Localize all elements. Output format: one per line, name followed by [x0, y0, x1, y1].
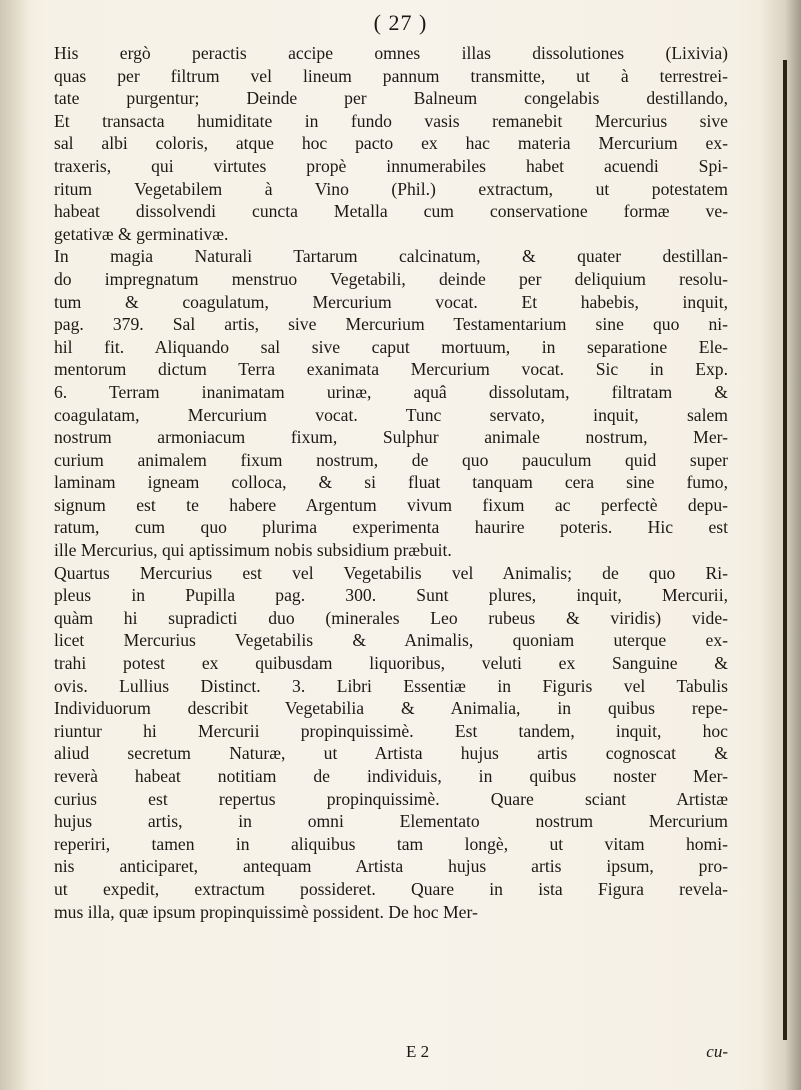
text-line: signum est te habere Argentum vivum fixum ac perfectè depu-	[54, 494, 728, 515]
text-line: nis anticiparet, antequam Artista hujus artis ipsum, pro-	[54, 856, 728, 877]
text-line: coagulatam, Mercurium vocat. Tunc servato, inquit, salem	[54, 404, 728, 425]
page-edge-line	[783, 60, 787, 1040]
text-line: hujus artis, in omni Elementato nostrum Mercurium	[54, 811, 728, 832]
text-line: trahi potest ex quibusdam liquoribus, veluti ex Sanguine &	[54, 653, 728, 674]
text-line: tum & coagulatum, Mercurium vocat. Et habebis, inquit,	[54, 291, 728, 312]
text-line: ille Mercurius, qui aptissimum nobis subsidium præbuit.	[54, 540, 452, 561]
text-line: laminam igneam colloca, & si fluat tanquam cera sine fumo,	[54, 472, 728, 493]
text-line: hil fit. Aliquando sal sive caput mortuum, in separatione Ele-	[54, 336, 728, 357]
text-line: pleus in Pupilla pag. 300. Sunt plures, inquit, Mercurii,	[54, 585, 728, 606]
text-line: ovis. Lullius Distinct. 3. Libri Essentiæ in Figuris vel Tabulis	[54, 675, 728, 696]
gutter-shadow	[0, 0, 30, 1090]
text-line: ritum Vegetabilem à Vino (Phil.) extractum, ut potestatem	[54, 178, 728, 199]
page-footer	[54, 1042, 728, 1066]
text-line: ut expedit, extractum possideret. Quare in ista Figura revela-	[54, 878, 728, 899]
text-line: do impregnatum menstruo Vegetabili, deinde per deliquium resolu-	[54, 268, 728, 289]
text-line: In magia Naturali Tartarum calcinatum, & quater destillan-	[54, 246, 728, 267]
text-line: curius est repertus propinquissimè. Quare sciant Artistæ	[54, 788, 728, 809]
text-line: Et transacta humiditate in fundo vasis remanebit Mercurius sive	[54, 110, 728, 131]
text-line: reverà habeat notitiam de individuis, in quibus noster Mer-	[54, 766, 728, 786]
text-line: quas per filtrum vel lineum pannum transmitte, ut à terrestrei-	[54, 65, 728, 86]
text-line: nostrum armoniacum fixum, Sulphur animale nostrum, Mer-	[54, 427, 728, 448]
text-line: 6. Terram inanimatam urinæ, aquâ dissolutam, filtratam &	[54, 381, 728, 402]
text-line: quàm hi supradicti duo (minerales Leo rubeus & viridis) vide-	[54, 607, 728, 628]
text-line: pag. 379. Sal artis, sive Mercurium Testamentarium sine quo ni-	[54, 314, 728, 335]
text-line: mentorum dictum Terra exanimata Mercurium vocat. Sic in Exp.	[54, 359, 728, 380]
text-line: licet Mercurius Vegetabilis & Animalis, quoniam uterque ex-	[54, 630, 728, 651]
text-line: reperiri, tamen in aliquibus tam longè, ut vitam homi-	[54, 833, 728, 854]
text-line: Quartus Mercurius est vel Vegetabilis vel Animalis; de quo Ri-	[54, 562, 728, 583]
page-edge-shadow	[761, 0, 801, 1090]
text-line: ratum, cum quo plurima experimenta haurire poteris. Hic est	[54, 517, 728, 538]
text-line: His ergò peractis accipe omnes illas dissolutiones (Lixivia)	[54, 43, 728, 63]
text-line: aliud secretum Naturæ, ut Artista hujus artis cognoscat &	[54, 743, 728, 764]
text-line: habeat dissolvendi cuncta Metalla cum conservatione formæ ve-	[54, 201, 728, 222]
text-line: mus illa, quæ ipsum propinquissimè possident. De hoc Mer-	[54, 901, 478, 922]
text-line: traxeris, qui virtutes propè innumerabiles habet acuendi Spi-	[54, 155, 728, 176]
signature-mark: E 2	[406, 1042, 430, 1061]
body-text	[54, 42, 728, 923]
text-line: curium animalem fixum nostrum, de quo pauculum quid super	[54, 449, 728, 470]
text-line: tate purgentur; Deinde per Balneum congelabis destillando,	[54, 88, 728, 109]
text-line: getativæ & germinativæ.	[54, 223, 229, 244]
page-number: ( 27 )	[373, 10, 428, 35]
text-line: Individuorum describit Vegetabilia & Animalia, in quibus repe-	[54, 698, 728, 719]
text-line: riuntur hi Mercurii propinquissimè. Est tandem, inquit, hoc	[54, 720, 728, 741]
text-line: sal albi coloris, atque hoc pacto ex hac materia Mercurium ex-	[54, 133, 728, 154]
catchword: cu-	[706, 1042, 728, 1061]
